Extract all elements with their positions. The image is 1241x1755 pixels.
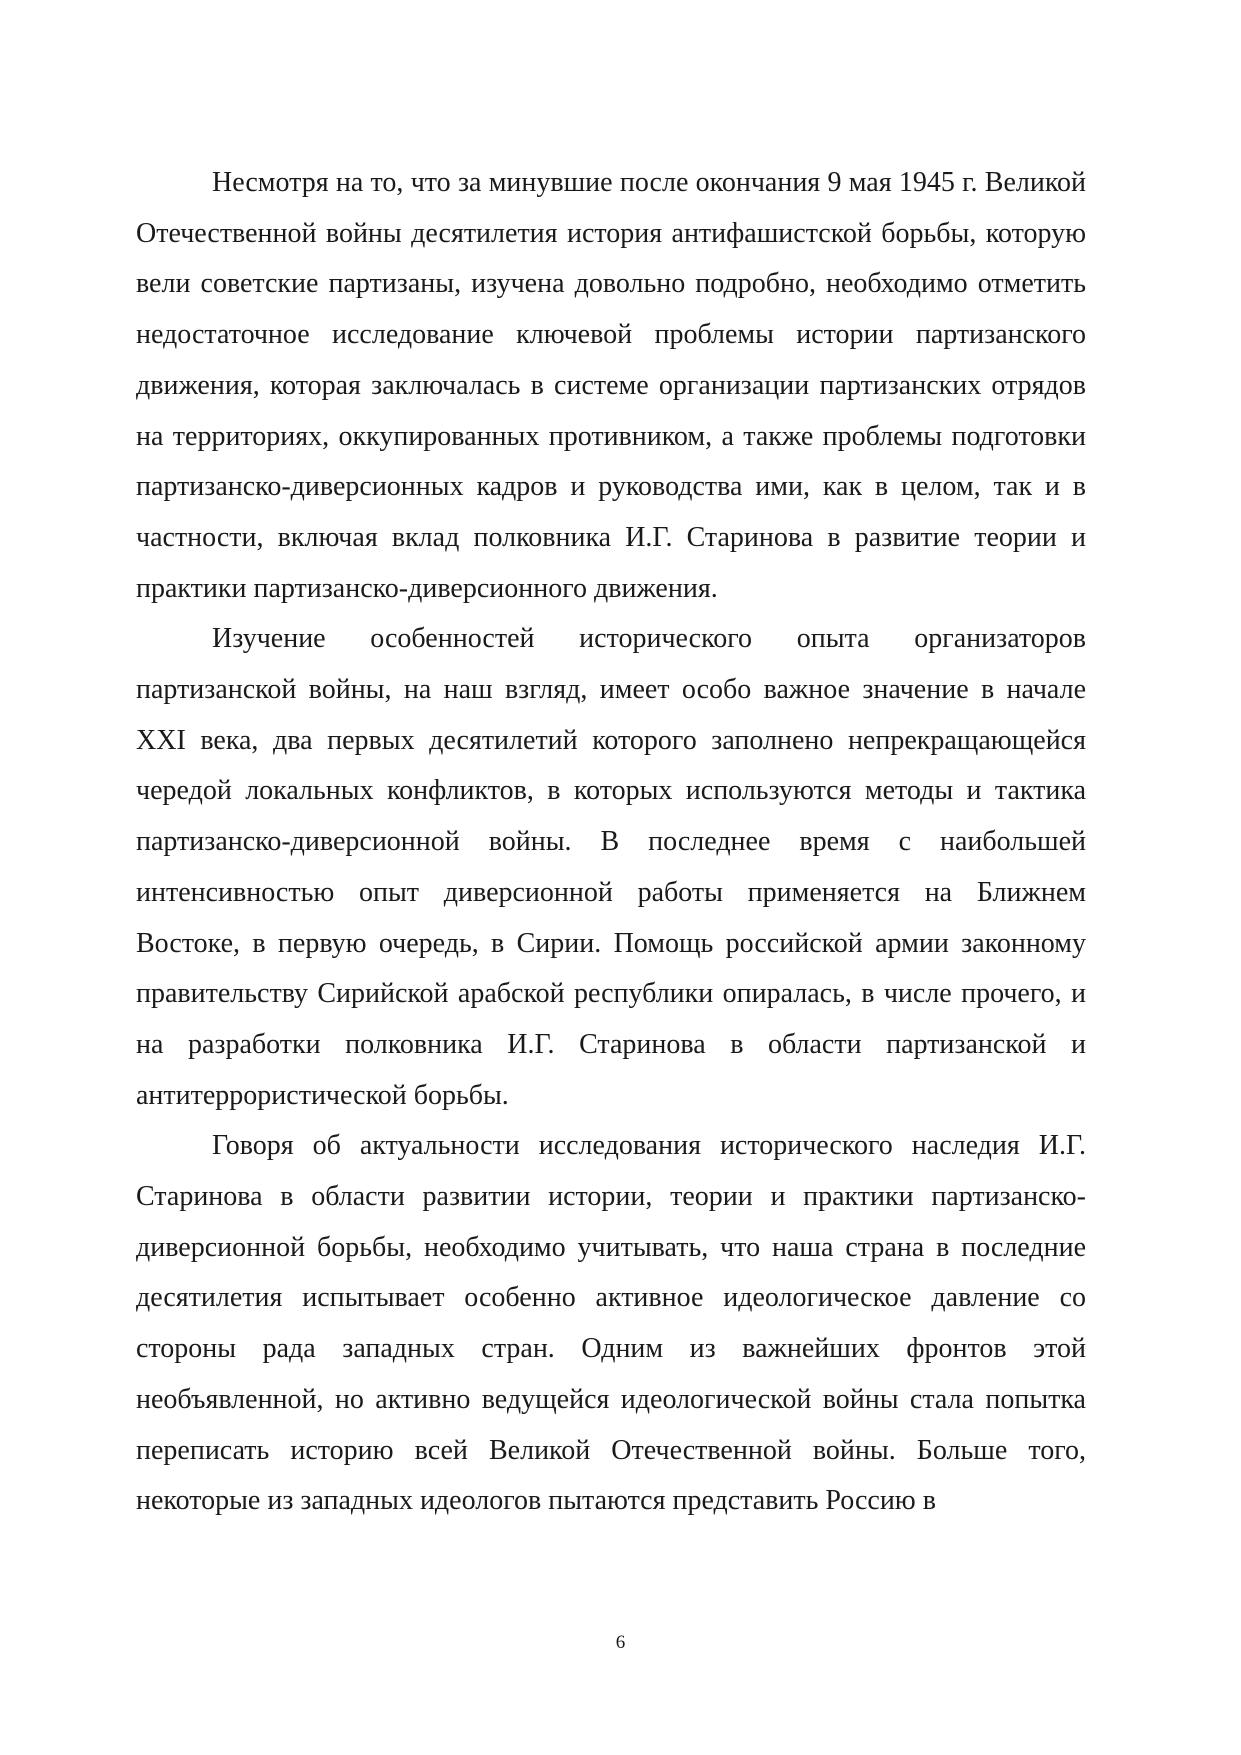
paragraph-3: Говоря об актуальности исследования исторического наследия И.Г. Старинова в области развитии истории, теории и практики партизанско-диверсионной борьбы, необходимо учитывать, что наша страна в последние десятилетия испытывает особенно активное идеологическое давление со стороны рада западных стран. Одним из важнейших фронтов этой необъявленной, но активно ведущейся идеологической войны стала попытка переписать историю всей Великой Отечественной войны. Больше того, некоторые из западных идеологов пытаются представить Россию в — [136, 1130, 1086, 1517]
body-text — [136, 158, 1086, 1527]
paragraph-1: Несмотря на то, что за минувшие после окончания 9 мая 1945 г. Великой Отечественной войны десятилетия история антифашистской борьбы, которую вели советские партизаны, изучена довольно подробно, необходимо отметить недостаточное исследование ключевой проблемы истории партизанского движения, которая заключалась в системе организации партизанских отрядов на территориях, оккупированных противником, а также проблемы подготовки партизанско-диверсионных кадров и руководства ими, как в целом, так и в частности, включая вклад полковника И.Г. Старинова в развитие теории и практики партизанско-диверсионного движения. — [136, 167, 1086, 604]
paragraph-2: Изучение особенностей исторического опыта организаторов партизанской войны, на наш взгляд, имеет особо важное значение в начале XXI века, два первых десятилетий которого заполнено непрекращающейся чередой локальных конфликтов, в которых используются методы и тактика партизанско-диверсионной войны. В последнее время с наибольшей интенсивностью опыт диверсионной работы применяется на Ближнем Востоке, в первую очередь, в Сирии. Помощь российской армии законному правительству Сирийской арабской республики опиралась, в числе прочего, и на разработки полковника И.Г. Старинова в области партизанской и антитеррористической борьбы. — [136, 623, 1086, 1111]
page-number: 6 — [615, 1632, 626, 1653]
